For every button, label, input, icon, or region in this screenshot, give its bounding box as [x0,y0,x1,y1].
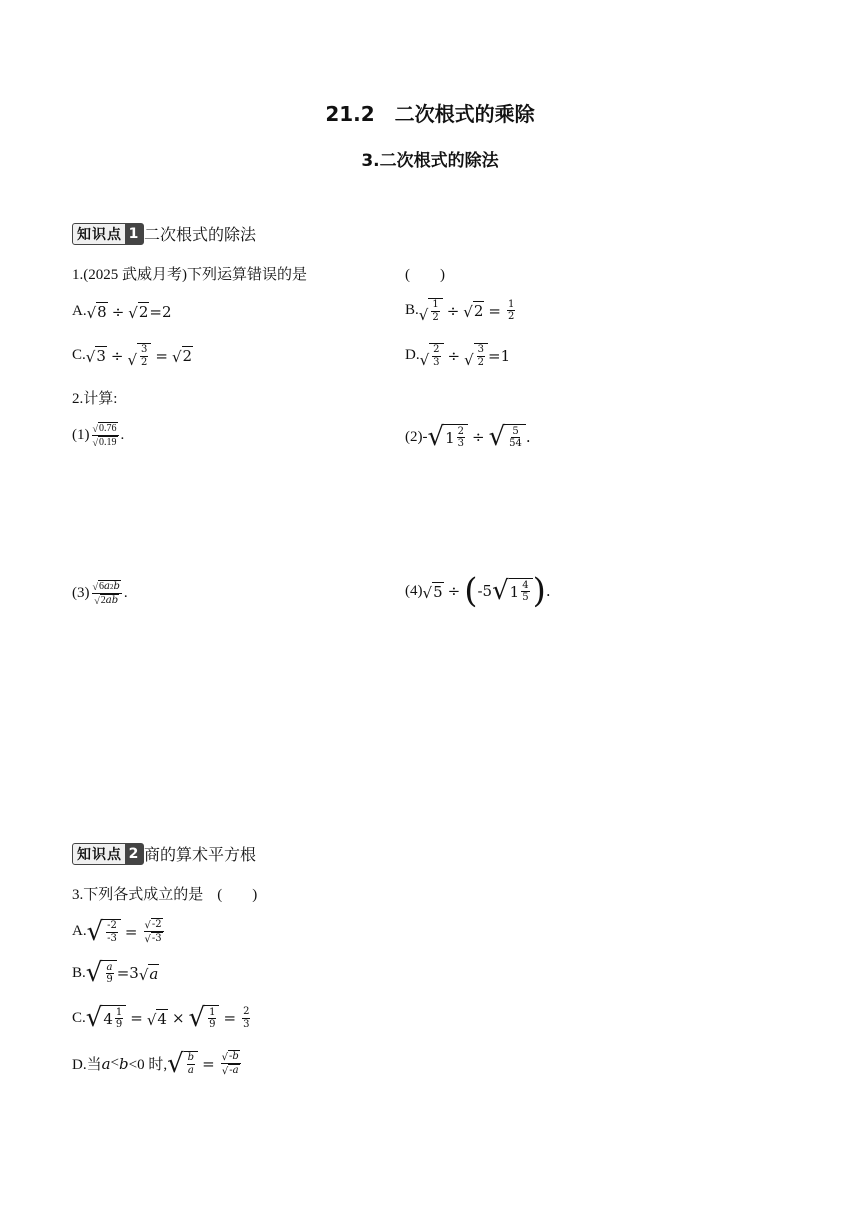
question-2-part-3: (3) √ 6 a 2 b √ 2 ab . [72,581,128,607]
question-3-option-c[interactable]: C. √ 4 1 9 = √ 4 × √ 1 9 = $\frac{2}{3}$ [72,1003,250,1033]
knowledge-point-1 [72,222,256,245]
question-3-option-b[interactable]: B. √ a 9 =3 √ a [72,958,159,988]
question-1-option-c[interactable]: C. √ 3 ÷ √ 3 2 = √ 2 [72,344,193,369]
question-2-stem: 2.计算: [72,391,118,407]
question-1-option-b[interactable]: B. √ 1 2 ÷ √ 2 = $\frac{1}{2}$ [405,298,515,324]
question-3-stem: 3.下列各式成立的是 ( ) [72,883,257,904]
question-1-answer-bracket: ( ) [405,267,445,283]
knowledge-point-badge: 知识点 2 [72,843,144,865]
question-3-option-d[interactable]: D.当 a < b <0 时, √ b a = √ - b √ - a [72,1048,239,1079]
knowledge-point-badge: 知识点 1 [72,223,144,245]
subsection-title: 3.二次根式的除法 [361,151,499,171]
question-1-option-d[interactable]: D. √ 2 3 ÷ √ 3 2 =1 [405,344,511,369]
question-1-stem: 1.(2025 武威月考)下列运算错误的是 [72,267,307,283]
knowledge-point-2 [72,842,256,865]
question-3-option-a[interactable]: A. √ -2 -3 = √ -2 √ -3 [72,916,162,947]
question-2-part-4: (4) √ 5 ÷ ( -5 √ 1 4 5 ) . [405,571,551,611]
knowledge-point-number: 1 [125,224,143,244]
section-title: 21.2 二次根式的乘除 [325,102,535,126]
question-3-answer-bracket: ( ) [217,887,258,903]
question-2-part-2: (2)- √ 1 2 3 ÷ √ 5 54 . [405,422,531,452]
knowledge-point-number: 2 [125,844,143,864]
knowledge-point-title: 商的算术平方根 [144,847,257,864]
question-1-option-a[interactable]: A. √ 8 ÷ √ 2 =2 [72,302,172,322]
question-2-part-1: (1) √ 0.76 √ 0.19 . [72,423,125,449]
knowledge-point-title: 二次根式的除法 [144,227,257,244]
